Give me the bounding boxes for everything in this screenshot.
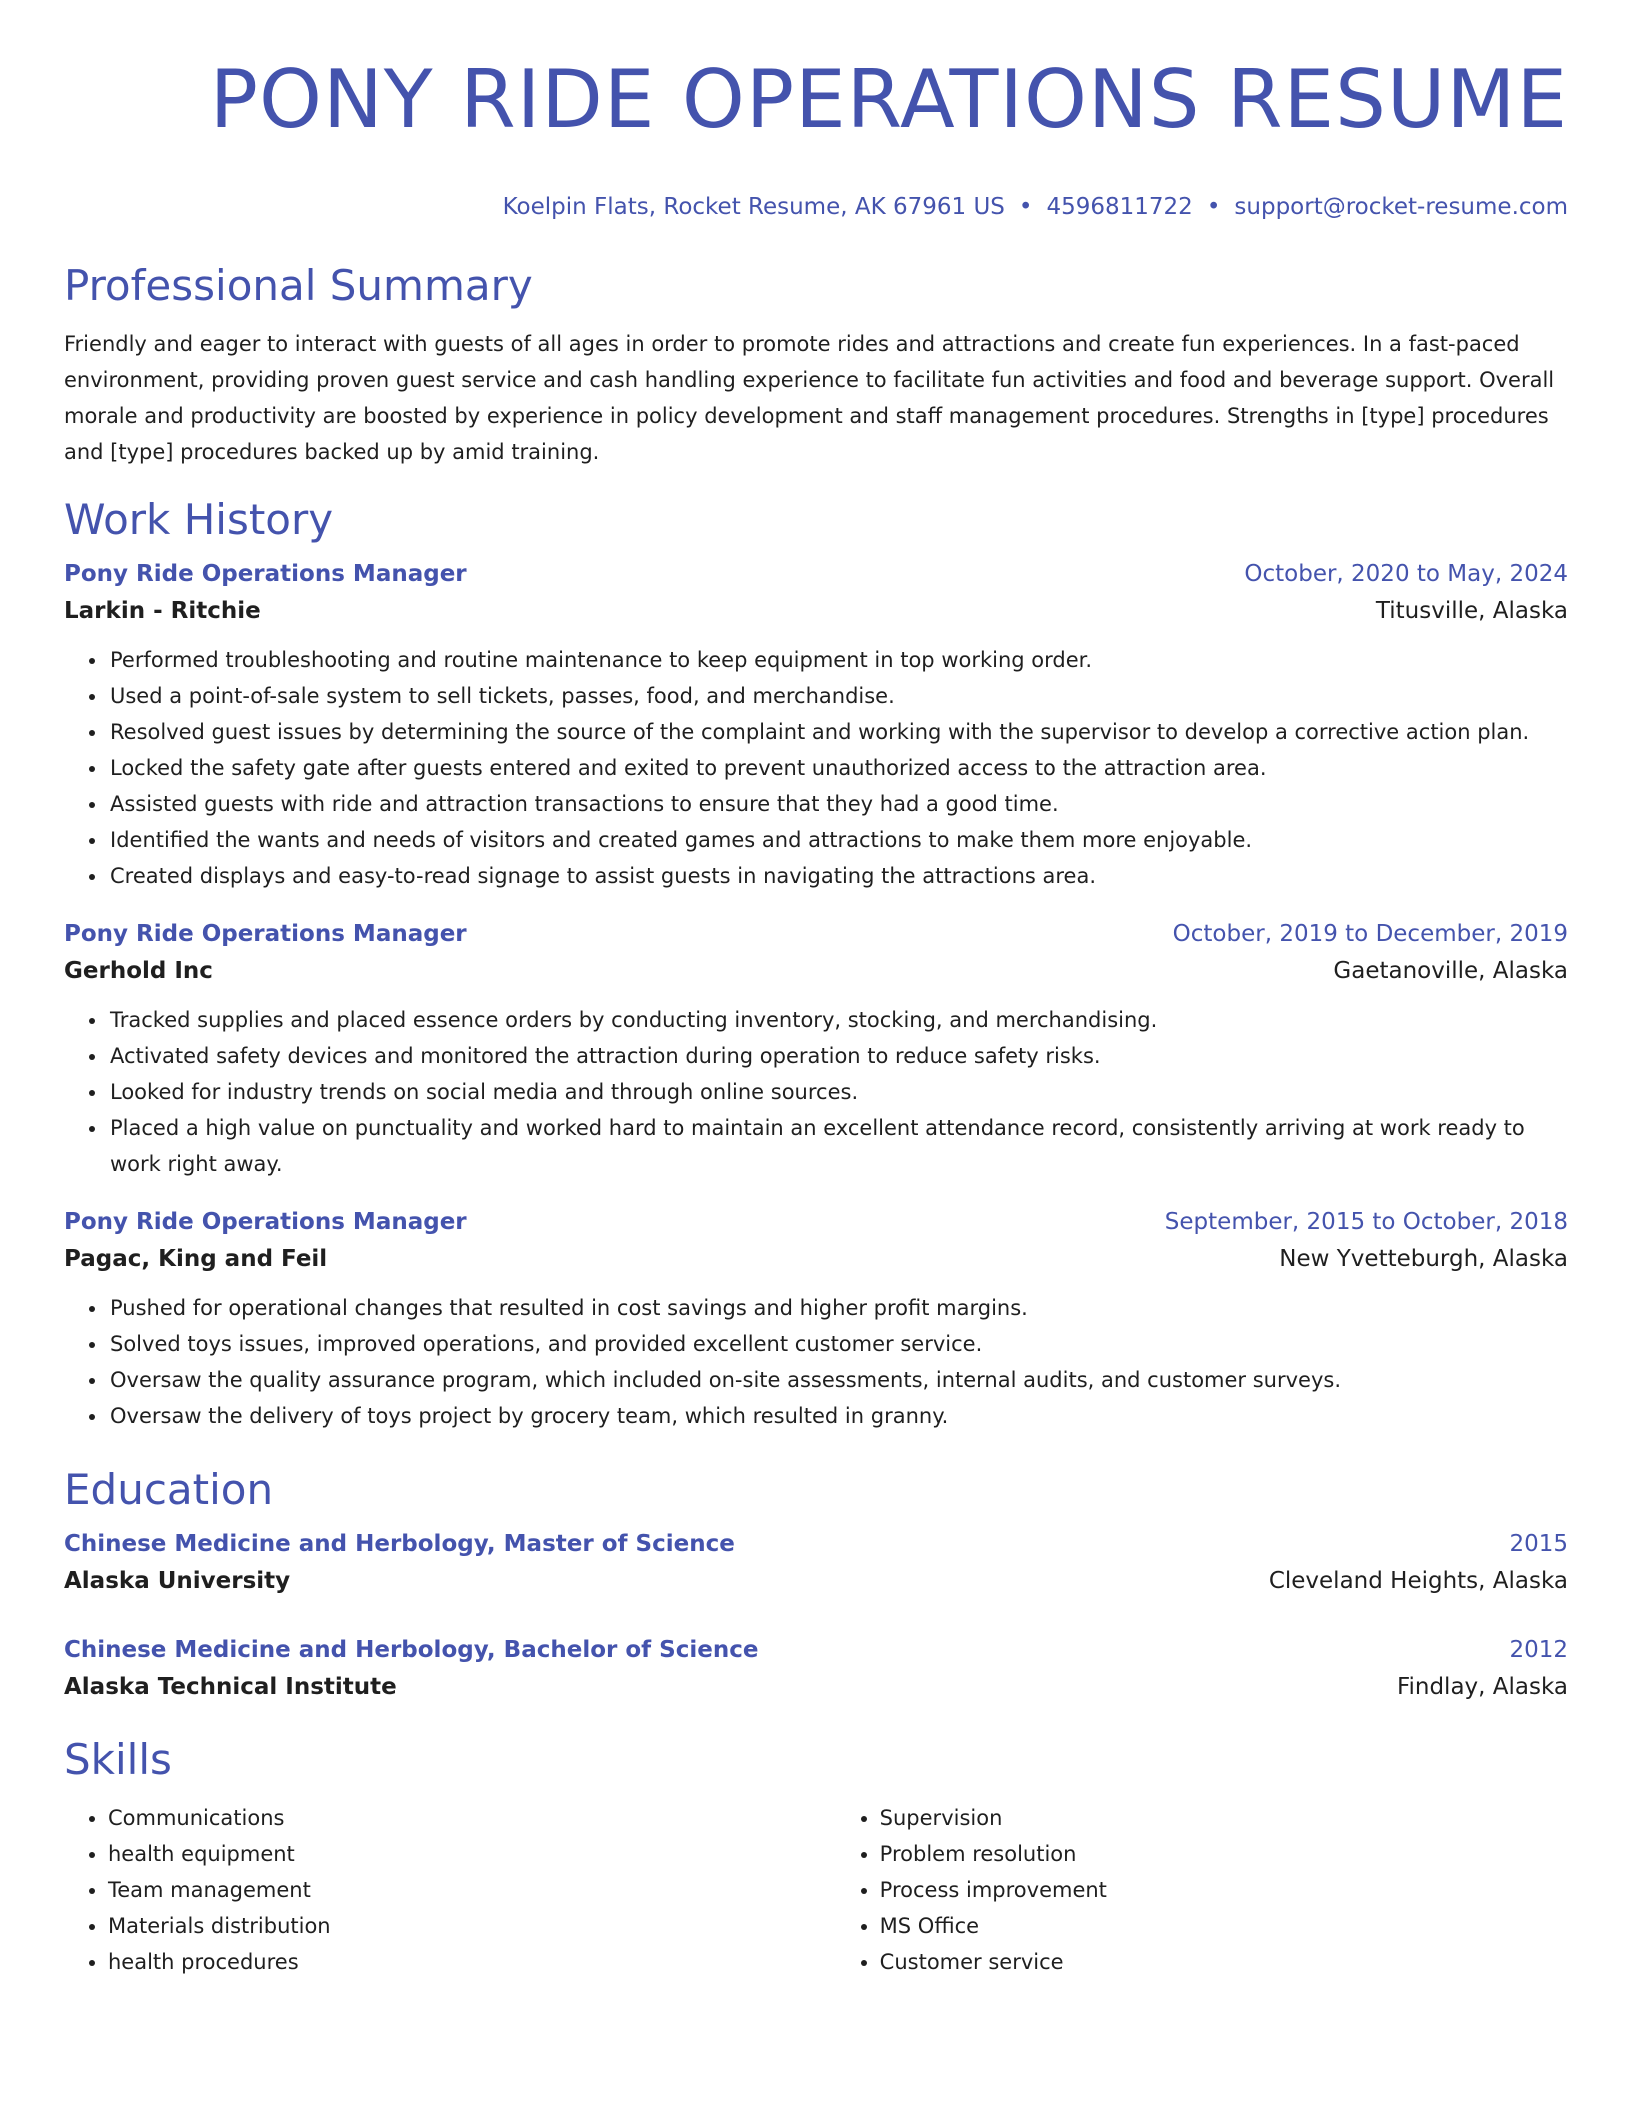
job-company: Gerhold Inc <box>64 958 213 984</box>
education-entry <box>64 1632 1568 1706</box>
education-school: Alaska University <box>64 1568 291 1594</box>
job-bullet: • Placed a high value on punctuality and worked hard to maintain an excellent attendance record, consistently arriving at work ready to work right away. <box>108 1110 1568 1182</box>
job-bullet: • Looked for industry trends on social media and through online sources. <box>108 1074 1568 1110</box>
job-title: Pony Ride Operations Manager <box>64 921 467 947</box>
education-year: 2015 <box>1509 1531 1568 1557</box>
education-school: Alaska Technical Institute <box>64 1674 397 1700</box>
skill-item: • health procedures <box>108 1944 836 1980</box>
job-title: Pony Ride Operations Manager <box>64 1209 467 1235</box>
resume-title: PONY RIDE OPERATIONS RESUME <box>209 53 1568 146</box>
job-bullet: • Activated safety devices and monitored the attraction during operation to reduce safety risks. <box>108 1038 1568 1074</box>
job-dates: October, 2019 to December, 2019 <box>1172 921 1568 947</box>
job-company: Pagac, King and Feil <box>64 1246 328 1272</box>
job-bullet: • Performed troubleshooting and routine maintenance to keep equipment in top working order. <box>108 642 1568 678</box>
skills-heading: Skills <box>64 1735 172 1784</box>
education-location: Findlay, Alaska <box>1396 1674 1568 1700</box>
contact-separator: • <box>1018 194 1033 220</box>
skills-column-right <box>836 1800 1568 1980</box>
skill-item: • MS Office <box>880 1908 1568 1944</box>
skill-item: • Supervision <box>880 1800 1568 1836</box>
job-title: Pony Ride Operations Manager <box>64 561 467 587</box>
skill-item: • Communications <box>108 1800 836 1836</box>
job-bullet: • Oversaw the delivery of toys project by grocery team, which resulted in granny. <box>108 1398 1568 1434</box>
contact-phone: 4596811722 <box>1046 194 1193 220</box>
education-degree: Chinese Medicine and Herbology, Bachelor of Science <box>64 1637 759 1663</box>
job-bullets <box>64 1002 1568 1182</box>
contact-separator: • <box>1206 194 1221 220</box>
job-bullet: • Assisted guests with ride and attraction transactions to ensure that they had a good time. <box>108 786 1568 822</box>
resume-page <box>64 0 1568 1980</box>
job-location: Gaetanoville, Alaska <box>1333 958 1568 984</box>
job-bullet: • Used a point-of-sale system to sell tickets, passes, food, and merchandise. <box>108 678 1568 714</box>
education-year: 2012 <box>1509 1637 1568 1663</box>
job-dates: September, 2015 to October, 2018 <box>1164 1209 1568 1235</box>
skills-column-left <box>64 1800 836 1980</box>
skill-item: • Team management <box>108 1872 836 1908</box>
job-bullet: • Created displays and easy-to-read signage to assist guests in navigating the attractions area. <box>108 858 1568 894</box>
summary-text: Friendly and eager to interact with guests of all ages in order to promote rides and attractions and create fun experiences. In a fast-paced environment, providing proven guest service and cash handling experience to facilitate fun activities and food and beverage support. Overall morale and productivity are boosted by experience in policy development and staff management procedures. Strengths in [type] procedures and [type] procedures backed up by amid training. <box>64 332 1555 464</box>
work-history-heading: Work History <box>64 495 334 544</box>
contact-line <box>64 192 1568 222</box>
job-entry <box>64 1204 1568 1434</box>
job-entry <box>64 916 1568 1182</box>
education-entry <box>64 1526 1568 1600</box>
education-location: Cleveland Heights, Alaska <box>1268 1568 1568 1594</box>
job-bullets <box>64 1290 1568 1434</box>
job-bullets <box>64 642 1568 894</box>
education-heading: Education <box>64 1465 274 1514</box>
summary-heading: Professional Summary <box>64 261 533 310</box>
contact-email: support@rocket-resume.com <box>1234 194 1568 220</box>
contact-address: Koelpin Flats, Rocket Resume, AK 67961 US <box>502 194 1005 220</box>
education-degree: Chinese Medicine and Herbology, Master of Science <box>64 1531 735 1557</box>
job-entry <box>64 556 1568 894</box>
job-bullet: • Solved toys issues, improved operations, and provided excellent customer service. <box>108 1326 1568 1362</box>
job-bullet: • Tracked supplies and placed essence orders by conducting inventory, stocking, and merchandising. <box>108 1002 1568 1038</box>
skills-list <box>64 1800 1568 1980</box>
job-bullet: • Oversaw the quality assurance program, which included on-site assessments, internal audits, and customer surveys. <box>108 1362 1568 1398</box>
skill-item: • Problem resolution <box>880 1836 1568 1872</box>
skill-item: • Customer service <box>880 1944 1568 1980</box>
job-bullet: • Locked the safety gate after guests entered and exited to prevent unauthorized access to the attraction area. <box>108 750 1568 786</box>
skill-item: • Process improvement <box>880 1872 1568 1908</box>
job-bullet: • Resolved guest issues by determining the source of the complaint and working with the supervisor to develop a corrective action plan. <box>108 714 1568 750</box>
skill-item: • Materials distribution <box>108 1908 836 1944</box>
job-dates: October, 2020 to May, 2024 <box>1244 561 1568 587</box>
job-company: Larkin - Ritchie <box>64 598 261 624</box>
job-location: Titusville, Alaska <box>1375 598 1568 624</box>
job-location: New Yvetteburgh, Alaska <box>1279 1246 1568 1272</box>
skill-item: • health equipment <box>108 1836 836 1872</box>
job-bullet: • Identified the wants and needs of visitors and created games and attractions to make them more enjoyable. <box>108 822 1568 858</box>
job-bullet: • Pushed for operational changes that resulted in cost savings and higher profit margins. <box>108 1290 1568 1326</box>
